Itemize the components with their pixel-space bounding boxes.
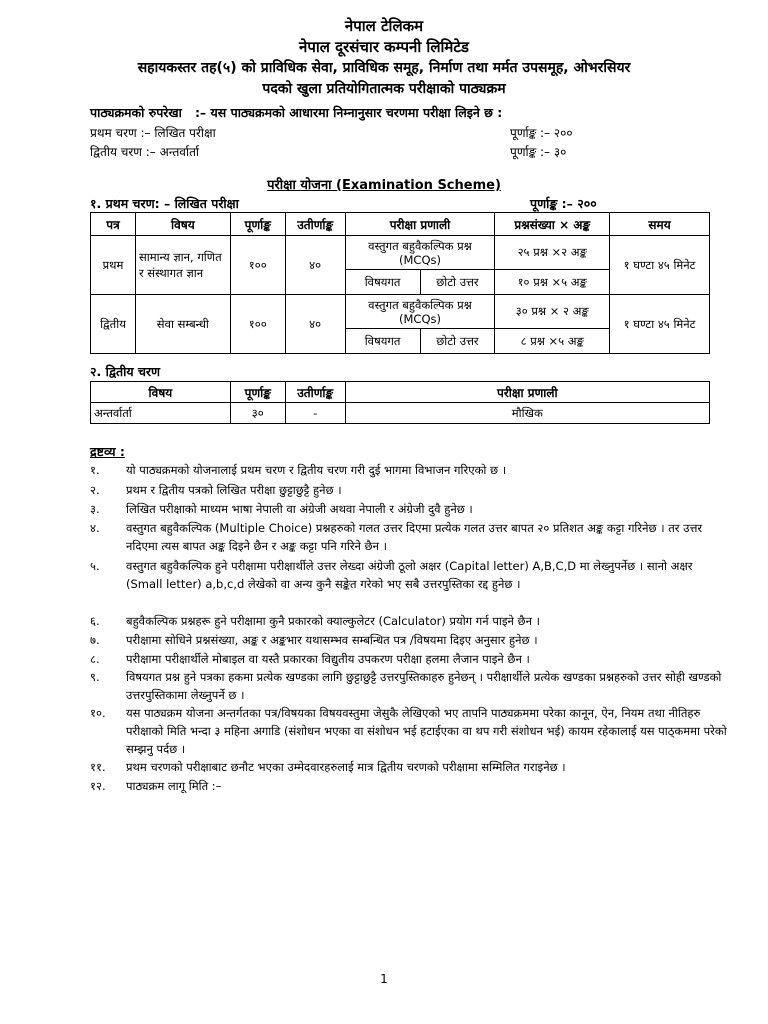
note-text: बहुवैकल्पिक प्रश्नहरू हुने परीक्षामा कुनै प्रकारको क्याल्कुलेटर (Calculator) प्रयोग गर्न पाइने छैन । [126, 614, 540, 628]
col-exam-method: परीक्षा प्रणाली [345, 213, 495, 236]
note-number: ७. [90, 633, 100, 647]
note-text: प्रथम र द्वितीय पत्रको लिखित परीक्षा छुट्टाछुट्टै हुनेछ । [126, 483, 342, 497]
note-number: २. [90, 483, 100, 497]
paper-name: द्वितीय [91, 295, 136, 354]
note-text: यो पाठ्यक्रमको योजनालाई प्रथम चरण र द्वितीय चरण गरी दुई भागमा विभाजन गरिएको छ । [126, 463, 507, 477]
stage2-heading: २. द्वितीय चरण [90, 364, 161, 379]
col-subject: विषय [91, 382, 231, 403]
objective-method: वस्तुगत बहुवैकल्पिक प्रश्न (MCQs) [345, 236, 495, 270]
note-number: १. [90, 463, 100, 477]
stage1-table [90, 212, 710, 354]
col-exam-method: परीक्षा प्रणाली [345, 382, 709, 403]
note-text: वस्तुगत बहुवैकल्पिक हुने परीक्षामा परीक्षार्थीले उत्तर लेख्दा अंग्रेजी ठूलो अक्षर (Capital letter) A,B,C,D मा लेख्नुपर्नेछ । सानो अक्षर (Small letter) a,b,c,d लेखेको वा अन्य कुनै सङ्केत गरेको भए सबै उत्तरपुस्तिका रद्द हुनेछ । [126, 559, 693, 591]
paper-time: १ घण्टा ४५ मिनेट [610, 295, 710, 354]
objective-method: वस्तुगत बहुवैकल्पिक प्रश्न (MCQs) [345, 295, 495, 329]
note-text: वस्तुगत बहुवैकल्पिक (Multiple Choice) प्रश्नहरुको गलत उत्तर दिएमा प्रत्येक गलत उत्तर बापत २० प्रतिशत अङ्क कट्टा गरिनेछ । तर उत्तर नदिएमा त्यस बापत अङ्क दिइने छैन र अङ्क कट्टा पनि गरिने छैन । [126, 521, 703, 553]
stage2-summary-marks: पूर्णाङ्क :– ३० [510, 145, 567, 159]
interview-subject: अन्तर्वार्ता [91, 403, 231, 424]
paper-pass-marks: ४० [285, 236, 345, 295]
objective-count: ३० प्रश्न × २ अङ्क [495, 295, 610, 329]
col-full-marks: पूर्णाङ्क [230, 382, 285, 403]
table-row [91, 403, 710, 424]
stage1-summary: प्रथम चरण :– लिखित परीक्षा [90, 126, 216, 140]
subjective-count: १० प्रश्न ×५ अङ्क [495, 270, 610, 295]
note-text: पाठ्यक्रम लागू मिति :– [126, 779, 222, 793]
table-header-row [91, 213, 710, 236]
col-full-marks: पूर्णाङ्क [230, 213, 285, 236]
note-number: १०. [90, 706, 106, 720]
note-text: प्रथम चरणको परीक्षाबाट छनौट भएका उम्मेदवारहरुलाई मात्र द्वितीय चरणको परीक्षामा सम्मिलित गराइनेछ । [126, 760, 566, 774]
stage1-summary-marks: पूर्णाङ्क :– २०० [510, 126, 573, 140]
note-text: यस पाठ्यक्रम योजना अन्तर्गतका पत्र/विषयका विषयवस्तुमा जेसुकै लेखिएको भए तापनि पाठ्यक्रममा परेका कानून, ऐन, नियम तथा नीतिहरु परीक्षाको मिति भन्दा ३ महिना अगाडि (संशोधन भएका वा संशोधन भई हटाईएका वा थप गरी संशोधन भई) कायम रहेकालाई यस पाठ्कममा परेको सम्झनु पर्दछ । [126, 706, 727, 756]
paper-pass-marks: ४० [285, 295, 345, 354]
subjective-method: छोटो उत्तर [420, 329, 495, 354]
table-header-row [91, 382, 710, 403]
company-name: नेपाल दूरसंचार कम्पनी लिमिटेड [299, 38, 469, 56]
note-number: ४. [90, 521, 100, 535]
scheme-title: परीक्षा योजना (Examination Scheme) [267, 178, 501, 193]
paper-full-marks: १०० [230, 295, 285, 354]
paper-time: १ घण्टा ४५ मिनेट [610, 236, 710, 295]
col-pass-marks: उतीर्णाङ्क [285, 382, 345, 403]
col-time: समय [610, 213, 710, 236]
note-number: ५. [90, 559, 100, 573]
note-text: विषयगत प्रश्न हुने पत्रका हकमा प्रत्येक खण्डका लागि छुट्टाछुट्टै उत्तरपुस्तिकाहरु हुनेछन् । परीक्षार्थीले प्रत्येक खण्डका प्रश्नहरुको उत्तर सोही खण्डको उत्तरपुस्तिकामा लेख्नुपर्ने छ । [126, 670, 722, 702]
curriculum-title: पदको खुला प्रतियोगितात्मक परीक्षाको पाठ्यक्रम [262, 81, 506, 97]
stage2-summary: द्वितीय चरण :– अन्तर्वार्ता [90, 145, 200, 159]
org-name: नेपाल टेलिकम [344, 17, 424, 35]
subjective-count: ८ प्रश्न ×५ अङ्क [495, 329, 610, 354]
interview-method: मौखिक [345, 403, 709, 424]
note-number: ९. [90, 670, 100, 684]
paper-subject: सेवा सम्बन्धी [135, 295, 230, 354]
note-text: परीक्षामा परीक्षार्थीले मोबाइल वा यस्तै प्रकारका विद्युतीय उपकरण परीक्षा हलमा लैजान पाइने छैन । [126, 652, 530, 666]
paper-subject: सामान्य ज्ञान, गणित र संस्थागत ज्ञान [135, 236, 230, 295]
paper-full-marks: १०० [230, 236, 285, 295]
col-pass-marks: उतीर्णाङ्क [285, 213, 345, 236]
table-row [91, 236, 710, 270]
outline-label: पाठ्यक्रमको रुपरेखा [90, 105, 182, 120]
stage1-heading: १. प्रथम चरण: – लिखित परीक्षा [90, 196, 239, 211]
page-number: 1 [380, 972, 388, 986]
col-subject: विषय [135, 213, 230, 236]
outline-line [90, 104, 502, 121]
note-number: ३. [90, 502, 100, 516]
subjective-type: विषयगत [345, 329, 420, 354]
objective-count: २५ प्रश्न ×२ अङ्क [495, 236, 610, 270]
stage2-table [90, 381, 710, 424]
note-number: ६. [90, 614, 100, 628]
interview-pass-marks: - [285, 403, 345, 424]
note-number: १२. [90, 779, 106, 793]
stage1-full-marks: पूर्णाङ्क :– २०० [530, 196, 597, 211]
table-row [91, 295, 710, 329]
col-paper: पत्र [91, 213, 136, 236]
note-number: ८. [90, 652, 100, 666]
subjective-type: विषयगत [345, 270, 420, 295]
paper-name: प्रथम [91, 236, 136, 295]
col-question-count: प्रश्नसंख्या × अङ्क [495, 213, 610, 236]
note-text: परीक्षामा सोधिने प्रश्नसंख्या, अङ्क र अङ्कभार यथासम्भव सम्बन्धित पत्र /विषयमा दिइए अनुसार हुनेछ । [126, 633, 538, 647]
notes-heading: द्रष्टव्य : [90, 444, 125, 459]
subjective-method: छोटो उत्तर [420, 270, 495, 295]
note-number: ११. [90, 760, 106, 774]
post-description: सहायकस्तर तह(५) को प्राविधिक सेवा, प्राविधिक समूह, निर्माण तथा मर्मत उपसमूह, ओभरसियर [137, 60, 631, 76]
note-text: लिखित परीक्षाको माध्यम भाषा नेपाली वा अंग्रेजी अथवा नेपाली र अंग्रेजी दुवै हुनेछ । [126, 502, 473, 516]
outline-text: :– यस पाठ्यक्रमको आधारमा निम्नानुसार चरणमा परीक्षा लिइने छ : [194, 105, 503, 120]
interview-full-marks: ३० [230, 403, 285, 424]
